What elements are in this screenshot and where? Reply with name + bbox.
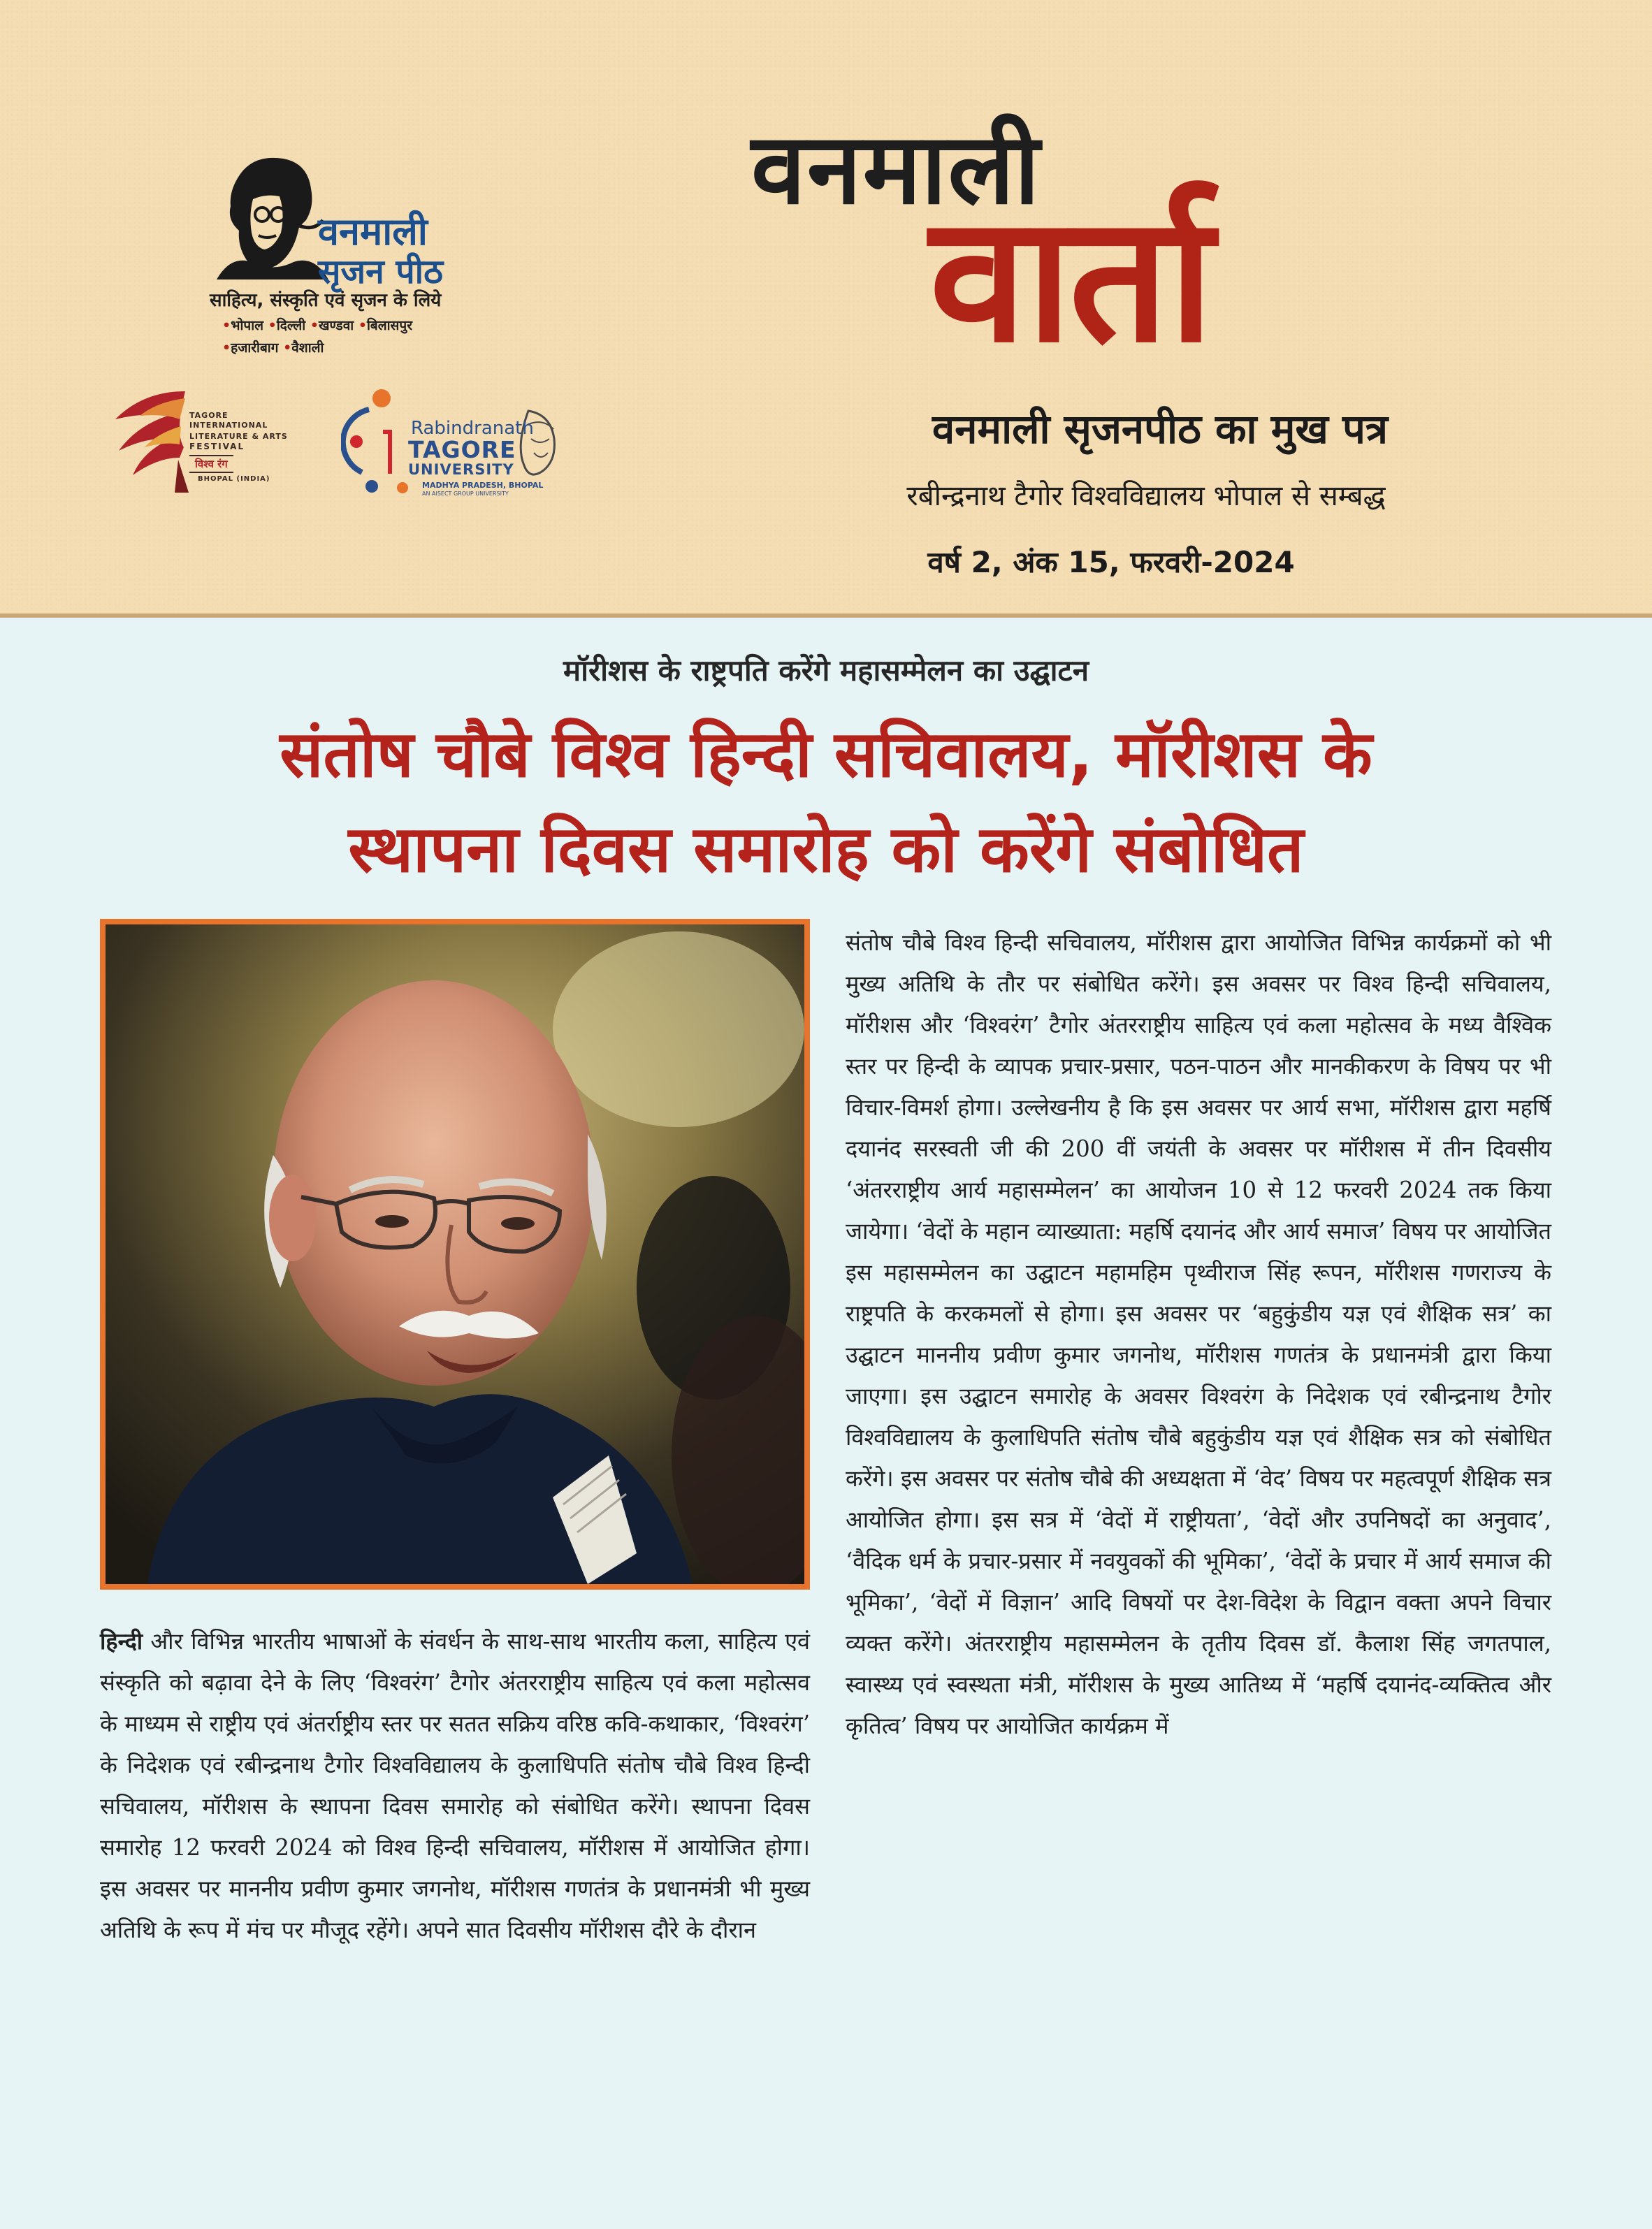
newsletter-tagline: वनमाली सृजनपीठ का मुख पत्र — [932, 405, 1388, 453]
issue-info: वर्ष 2, अंक 15, फरवरी-2024 — [927, 545, 1295, 579]
city: दिल्ली — [276, 318, 306, 333]
newsletter-title-big: वार्ता — [929, 177, 1211, 381]
article-headline — [0, 707, 1652, 897]
newsletter-title-small: वनमाली — [751, 112, 1041, 226]
city: हजारीबाग — [231, 340, 279, 356]
university-line4: MADHYA PRADESH, BHOPAL — [422, 481, 544, 490]
university-line1: Rabindranath — [411, 418, 534, 439]
lead-word: हिन्दी — [100, 1628, 143, 1655]
headline-line2: स्थापना दिवस समारोह को करेंगे संबोधित — [348, 812, 1304, 887]
publisher-name: वनमाली — [318, 210, 428, 254]
article-kicker: मॉरीशस के राष्ट्रपति करेंगे महासम्मेलन का उद्घाटन — [563, 653, 1089, 688]
left-body-text: और विभिन्न भारतीय भाषाओं के संवर्धन के साथ-साथ भारतीय कला, साहित्य एवं संस्कृति को बढ़ावा देने के लिए ‘विश्वरंग’ टैगोर अंतरराष्ट्रीय साहित्य एवं कला महोत्सव के माध्यम से राष्ट्रीय एवं अंतर्राष्ट्रीय स्तर पर सतत सक्रिय वरिष्ठ कवि-कथाकार, ‘विश्वरंग’ के निदेशक एवं रबीन्द्रनाथ टैगोर विश्वविद्यालय के कुलाधिपति संतोष चौबे विश्व हिन्दी सचिवालय, मॉरीशस के स्थापना दिवस समारोह को संबोधित करेंगे। स्थापना दिवस समारोह 12 फरवरी 2024 को विश्व हिन्दी सचिवालय, मॉरीशस में आयोजित होगा। इस अवसर पर माननीय प्रवीण कुमार जगनोथ, मॉरीशस गणतंत्र के प्रधानमंत्री भी मुख्य अतिथि के रूप में मंच पर मौजूद रहेंगे। अपने सात दिवसीय मॉरीशस दौरे के दौरान — [100, 1628, 810, 1943]
article-body-right-column — [846, 922, 1551, 1747]
article-body-left-column — [100, 1621, 810, 1951]
newsletter-affiliation: रबीन्द्रनाथ टैगोर विश्वविद्यालय भोपाल से सम्बद्ध — [906, 480, 1386, 512]
festival-line3: FESTIVAL — [189, 442, 245, 451]
city: भोपाल — [231, 318, 264, 333]
article-photo — [100, 919, 810, 1590]
university-line5: AN AISECT GROUP UNIVERSITY — [422, 491, 509, 497]
city: बिलासपुर — [366, 318, 412, 333]
city: वैशाली — [291, 340, 324, 356]
masthead — [0, 0, 1652, 616]
publisher-subname: सृजन पीठ — [318, 252, 443, 291]
wing-icon — [101, 377, 192, 493]
masthead-divider — [0, 613, 1652, 618]
festival-hindi-name: विश्व रंग — [189, 455, 233, 473]
festival-place: BHOPAL (INDIA) — [198, 475, 270, 483]
festival-logo — [101, 377, 311, 493]
publisher-tagline: साहित्य, संस्कृति एवं सृजन के लिये — [210, 290, 442, 311]
headline-line1: संतोष चौबे विश्व हिन्दी सचिवालय, मॉरीशस के — [280, 717, 1372, 792]
city: खण्डवा — [318, 318, 354, 333]
university-logo — [341, 383, 565, 505]
article-paragraph — [100, 1621, 810, 1951]
article-paragraph: संतोष चौबे विश्व हिन्दी सचिवालय, मॉरीशस द्वारा आयोजित विभिन्न कार्यक्रमों को भी मुख्य अतिथि के तौर पर संबोधित करेंगे। इस अवसर पर विश्व हिन्दी सचिवालय, मॉरीशस और ‘विश्वरंग’ टैगोर अंतरराष्ट्रीय साहित्य एवं कला महोत्सव के मध्य वैश्विक स्तर पर हिन्दी के व्यापक प्रचार-प्रसार, पठन-पाठन और मानकीकरण के विषय पर भी विचार-विमर्श होगा। उल्लेखनीय है कि इस अवसर पर आर्य सभा, मॉरीशस द्वारा महर्षि दयानंद सरस्वती जी की 200 वीं जयंती के अवसर पर मॉरीशस में तीन दिवसीय ‘अंतरराष्ट्रीय आर्य महासम्मेलन’ का आयोजन 10 से 12 फरवरी 2024 तक किया जायेगा। ‘वेदों के महान व्याख्याता: महर्षि दयानंद और आर्य समाज’ विषय पर आयोजित इस महासम्मेलन का उद्घाटन महामहिम पृथ्वीराज सिंह रूपन, मॉरीशस गणराज्य के राष्ट्रपति के करकमलों से होगा। इस अवसर पर ‘बहुकुंडीय यज्ञ एवं शैक्षिक सत्र’ का उद्घाटन माननीय प्रवीण कुमार जगनोथ, मॉरीशस गणतंत्र के प्रधानमंत्री द्वारा किया जाएगा। इस उद्घाटन समारोह के अवसर विश्वरंग के निदेशक एवं रबीन्द्रनाथ टैगोर विश्वविद्यालय के कुलाधिपति संतोष चौबे बहुकुंडीय यज्ञ एवं शैक्षिक सत्र को संबोधित करेंगे। इस अवसर पर संतोष चौबे की अध्यक्षता में ‘वेद’ विषय पर महत्वपूर्ण शैक्षिक सत्र आयोजित होगा। इस सत्र में ‘वेदों में राष्ट्रीयता’, ‘वेदों और उपनिषदों का अनुवाद’, ‘वैदिक धर्म के प्रचार-प्रसार में नवयुवकों की भूमिका’, ‘वेदों के प्रचार में आर्य समाज की भूमिका’, ‘वेदों में विज्ञान’ आदि विषयों पर देश-विदेश के विद्वान वक्ता अपने विचार व्यक्त करेंगे। अंतरराष्ट्रीय महासम्मेलन के तृतीय दिवस डॉ. कैलाश सिंह जगतपाल, स्वास्थ्य एवं स्वस्थता मंत्री, मॉरीशस के मुख्य आतिथ्य में ‘महर्षि दयानंद-व्यक्तित्व और कृतित्व’ विषय पर आयोजित कार्यक्रम में — [846, 929, 1551, 1739]
publisher-cities: •भोपाल •दिल्ली •खण्डवा •बिलासपुर •हजारीबाग •वैशाली — [222, 318, 412, 356]
vanmali-portrait-logo — [210, 150, 328, 279]
festival-line1: TAGORE INTERNATIONAL — [189, 411, 268, 430]
portrait-photo-illustration — [106, 924, 804, 1584]
university-line2: TAGORE — [408, 436, 516, 463]
festival-line2: LITERATURE & ARTS — [189, 432, 288, 441]
university-line3: UNIVERSITY — [408, 461, 514, 478]
